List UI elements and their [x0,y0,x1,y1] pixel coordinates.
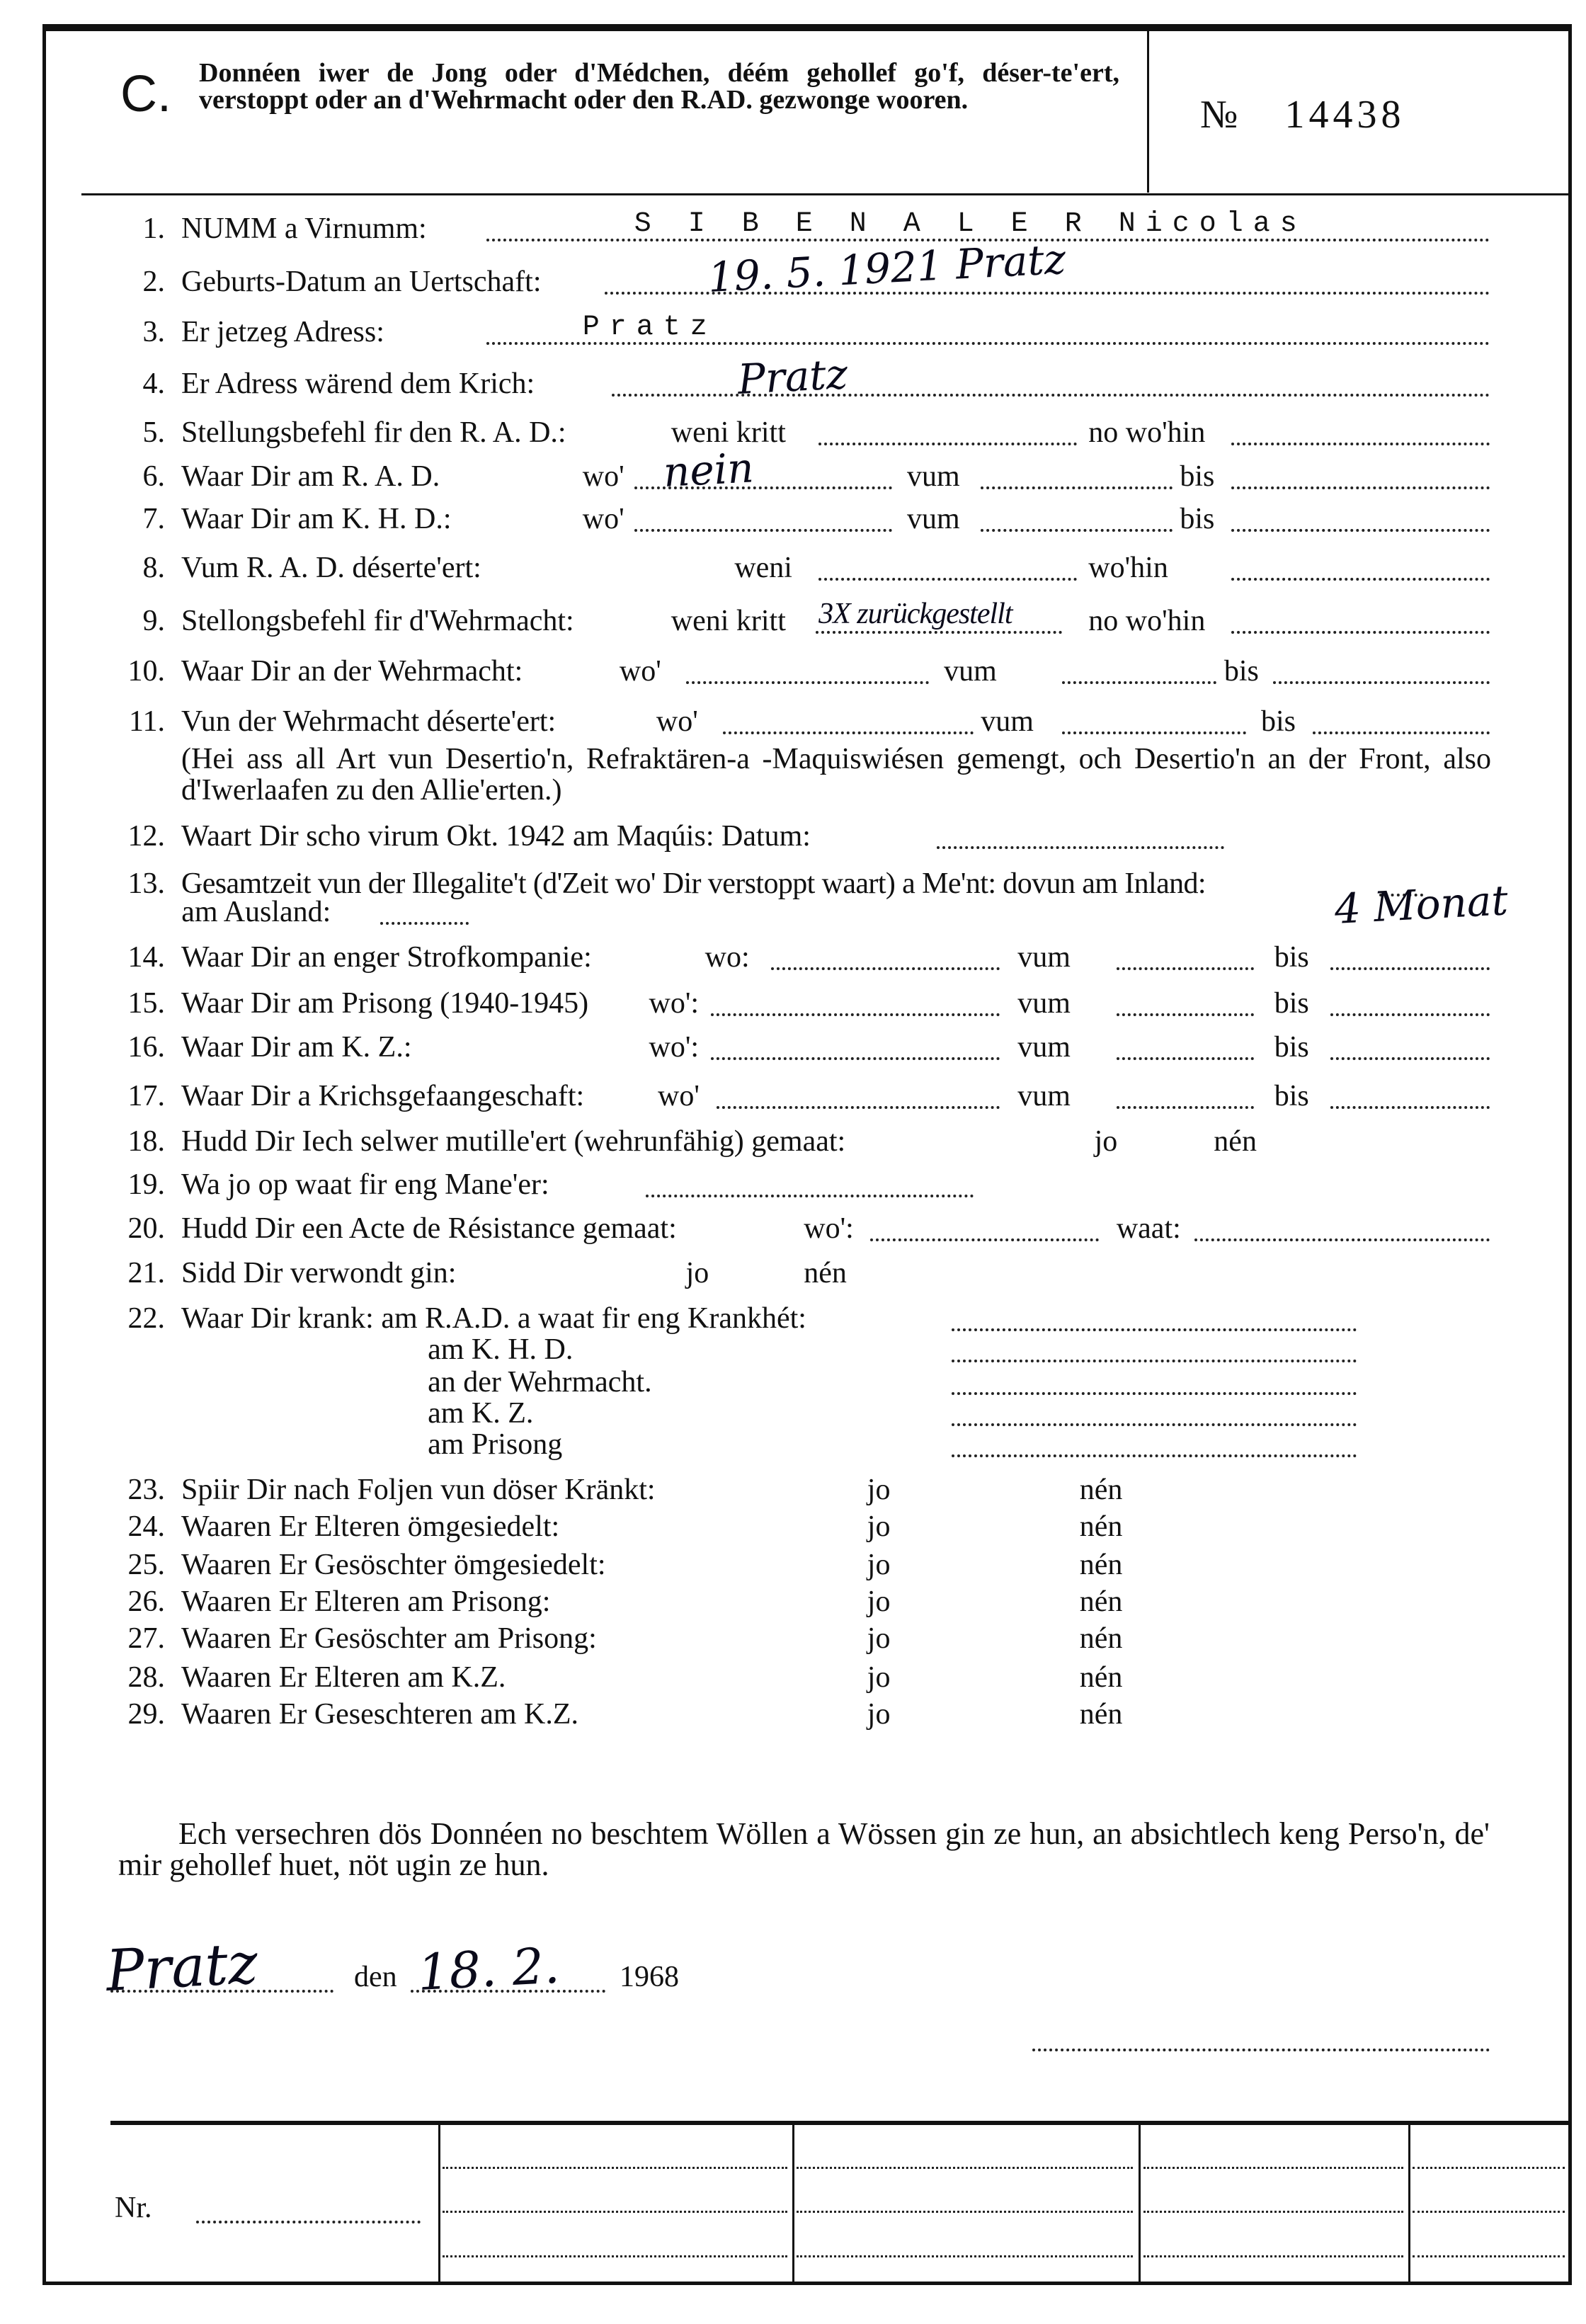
field-label: jo [867,1585,891,1619]
question-number: 28. [127,1661,165,1694]
field-label: jo [867,1549,891,1582]
sub-question-label: an der Wehrmacht. [428,1366,652,1399]
field-label: bis [1274,1079,1309,1112]
answer-field[interactable] [1117,1057,1254,1060]
table-entry-field[interactable] [443,2167,787,2169]
field-label: vum [1017,941,1071,974]
question-label: Spiir Dir nach Foljen vun döser Kränkt: [181,1474,656,1507]
question-number: 25. [127,1549,165,1582]
question-label: Waar Dir am R. A. D. [181,460,440,494]
sub-question-label: am K. Z. [428,1396,534,1430]
field-label: wo'hin [1088,552,1168,585]
answer-field[interactable] [771,967,1000,970]
question-number: 10. [127,655,165,688]
frame-right-border [1568,25,1572,2284]
field-label: nén [1079,1697,1123,1731]
answer-field[interactable] [952,1454,1357,1457]
question-number: 27. [127,1622,165,1656]
table-entry-field[interactable] [1143,2167,1403,2169]
field-label: wo' [582,503,624,536]
table-entry-field[interactable] [1143,2255,1403,2257]
answer-field[interactable] [818,443,1077,445]
field-label: jo [867,1474,891,1507]
answer-field[interactable] [1062,731,1246,734]
field-label: nén [1079,1661,1123,1694]
table-top-rule [110,2121,1570,2125]
field-label: wo': [649,1031,700,1064]
answer-field[interactable] [952,1360,1357,1362]
question-number: 7. [142,503,165,536]
question-label: Hudd Dir een Acte de Résistance gemaat: [181,1212,677,1246]
table-column-divider [1139,2124,1141,2282]
section-letter: C. [120,66,171,123]
answer-field[interactable] [1231,443,1490,445]
question-number: 20. [127,1212,165,1246]
question-number: 3. [142,315,165,348]
question-number: 21. [127,1256,165,1289]
question-number: 6. [142,460,165,494]
handwritten-answer: 4 Monat [1333,876,1510,933]
section-title: Donnéen iwer de Jong oder d'Médchen, déém gehollef go'f, déser-te'ert, verstoppt oder an d'Wehrmacht oder den R.AD. gezwonge wooren. [199,58,1119,115]
question-number: 22. [127,1302,165,1335]
answer-field[interactable] [711,1057,1000,1060]
declaration-text: Ech versechren dös Donnéen no beschtem Wöllen a Wössen gin ze hun, an absichtlech keng Perso'n, de' mir gehollef huet, nöt ugin ze hun. [118,1816,1490,1882]
handwritten-answer: nein [662,443,755,497]
field-label: jo [1094,1125,1118,1158]
field-label: waat: [1116,1212,1181,1246]
field-label: vum [1017,986,1071,1020]
question-number: 5. [142,416,165,449]
handwritten-answer: 19. 5. 1921 Pratz [707,234,1067,302]
question-label: Waart Dir scho virum Okt. 1942 am Maqúis: Datum: [181,820,811,853]
header-rule [81,193,1570,195]
field-label: vum [981,705,1034,738]
year-label: 1968 [620,1961,679,1993]
answer-field[interactable] [952,1392,1357,1395]
answer-field[interactable] [717,1106,1000,1109]
question-number: 26. [127,1585,165,1619]
field-label: bis [1274,986,1309,1020]
answer-field[interactable] [937,846,1224,849]
question-number: 24. [127,1510,165,1544]
table-entry-field[interactable] [1413,2255,1565,2257]
question-number: 18. [127,1125,165,1158]
number-symbol: № [1200,93,1243,137]
typed-answer: Pratz [582,311,717,343]
field-label: nén [1079,1585,1123,1619]
answer-field[interactable] [1273,681,1490,684]
answer-field[interactable] [634,529,893,532]
field-label: bis [1260,705,1296,738]
question-note: (Hei ass all Art vun Desertio'n, Refraktären-a -Maquiswiésen gemengt, och Desertio'n an der Front, also d'Iwerlaafen zu den Allie'erten.) [181,743,1491,807]
question-number: 15. [127,986,165,1020]
field-label: weni kritt [671,605,786,638]
field-label: jo [867,1510,891,1544]
question-number: 9. [142,605,165,638]
frame-bottom-border [42,2282,1572,2285]
question-label: Vum R. A. D. déserte'ert: [181,552,481,585]
question-label: Waar Dir krank: am R.A.D. a waat fir eng Krankhét: [181,1302,806,1335]
answer-field[interactable] [1330,1057,1490,1060]
question-number: 23. [127,1474,165,1507]
field-label: wo' [658,1079,700,1112]
field-label: weni kritt [671,416,786,449]
answer-field[interactable] [1330,967,1490,970]
answer-field[interactable] [870,1238,1099,1241]
field-label: wo': [804,1212,854,1246]
sub-question-label: am Prisong [428,1428,563,1461]
field-label: wo: [704,941,750,974]
question-number: 17. [127,1079,165,1112]
field-label: wo' [656,705,698,738]
question-number: 8. [142,552,165,585]
question-number: 14. [127,941,165,974]
answer-field[interactable] [1231,578,1490,581]
answer-field[interactable] [380,922,469,925]
question-label: Waaren Er Gesöschter am Prisong: [181,1622,597,1656]
table-entry-field[interactable] [797,2211,1133,2213]
answer-field[interactable] [1231,631,1490,634]
answer-field[interactable] [646,1195,973,1197]
question-label: Er Adress wärend dem Krich: [181,367,535,400]
answer-field[interactable] [1231,529,1490,532]
question-label: Stellongsbefehl fir d'Wehrmacht: [181,605,574,638]
question-label: NUMM a Virnumm: [181,212,427,246]
question-label: Waar Dir an enger Strofkompanie: [181,941,592,974]
answer-field[interactable] [981,486,1173,489]
field-label: bis [1180,503,1215,536]
table-entry-field[interactable] [443,2211,787,2213]
signature-date: 18. 2. [416,1936,561,2002]
field-label: bis [1180,460,1215,494]
sub-question-label: am Ausland: [181,895,331,928]
answer-field[interactable] [981,529,1173,532]
answer-field[interactable] [952,1423,1357,1426]
question-label: Waaren Er Gesöschter ömgesiedelt: [181,1549,606,1582]
question-label: Stellungsbefehl fir den R. A. D.: [181,416,566,449]
field-label: no wo'hin [1088,416,1206,449]
table-entry-field[interactable] [1413,2167,1565,2169]
answer-field[interactable] [1117,1106,1254,1109]
question-label: Waar Dir am Prisong (1940-1945) [181,986,589,1020]
table-entry-field[interactable] [1143,2211,1403,2213]
question-number: 1. [142,212,165,246]
den-label: den [354,1961,397,1993]
question-label: Waaren Er Elteren ömgesiedelt: [181,1510,560,1544]
field-label: nén [1079,1510,1123,1544]
question-label: Hudd Dir Iech selwer mutille'ert (wehrunfähig) gemaat: [181,1125,846,1158]
field-label: jo [867,1661,891,1694]
answer-field[interactable] [686,681,930,684]
field-label: no wo'hin [1088,605,1206,638]
question-number: 11. [129,705,165,738]
table-column-divider [1408,2124,1410,2282]
question-label: Waar Dir a Krichsgefaangeschaft: [181,1079,585,1112]
answer-field[interactable] [1330,1013,1490,1016]
field-label: vum [944,655,997,688]
answer-field[interactable] [711,1013,1000,1016]
answer-field[interactable] [1117,967,1254,970]
field-label: nén [1079,1622,1123,1656]
question-number: 29. [127,1697,165,1731]
field-label: jo [867,1622,891,1656]
question-label: Waar Dir am K. Z.: [181,1031,412,1064]
answer-field[interactable] [1330,1106,1490,1109]
number-value: 14438 [1284,93,1405,137]
table-entry-field[interactable] [797,2167,1133,2169]
question-label: Waar Dir an der Wehrmacht: [181,655,523,688]
answer-field[interactable] [1117,1013,1254,1016]
question-label: Gesamtzeit vun der Illegalite't (d'Zeit wo' Dir verstoppt waart) a Me'nt: dovun am Inland: [181,867,1206,900]
question-label: Wa jo op waat fir eng Mane'er: [181,1168,549,1201]
typed-answer: S I B E N A L E R Nicolas [634,208,1307,241]
question-number: 2. [142,266,165,299]
field-label: wo': [649,986,700,1020]
field-label: wo' [582,460,624,494]
field-label: wo' [619,655,661,688]
question-number: 13. [127,867,165,900]
question-label: Waaren Er Elteren am K.Z. [181,1661,506,1694]
nr-field[interactable] [196,2221,421,2223]
table-entry-field[interactable] [1413,2211,1565,2213]
frame-top-border [42,24,1572,31]
question-number: 16. [127,1031,165,1064]
question-label: Waaren Er Elteren am Prisong: [181,1585,551,1619]
field-label: nén [804,1256,847,1289]
question-label: Geburts-Datum an Uertschaft: [181,266,542,299]
question-label: Waar Dir am K. H. D.: [181,503,452,536]
answer-field[interactable] [816,631,1062,634]
signature-place: Pratz [104,1930,260,2004]
answer-field[interactable] [818,578,1077,581]
field-label: bis [1274,941,1309,974]
field-label: vum [1017,1031,1071,1064]
field-label: nén [1079,1474,1123,1507]
header-divider [1147,31,1149,193]
table-entry-field[interactable] [797,2255,1133,2257]
handwritten-answer: 3X zurückgestellt [818,598,1012,631]
form-number [1200,92,1405,137]
field-label: nén [1214,1125,1257,1158]
question-number: 4. [142,367,165,400]
field-label: vum [907,503,960,536]
field-label: jo [685,1256,709,1289]
question-label: Sidd Dir verwondt gin: [181,1256,457,1289]
sub-question-label: am K. H. D. [428,1333,574,1367]
signature-line[interactable] [1032,2049,1490,2051]
answer-field[interactable] [1231,486,1490,489]
answer-field[interactable] [1062,681,1217,684]
handwritten-answer: Pratz [736,349,849,404]
answer-field[interactable] [723,731,974,734]
answer-field[interactable] [952,1328,1357,1331]
field-label: jo [867,1697,891,1731]
field-label: vum [1017,1079,1071,1112]
table-column-divider [792,2124,794,2282]
field-label: vum [907,460,960,494]
answer-field[interactable] [1313,731,1490,734]
frame-left-border [42,25,46,2284]
table-column-divider [438,2124,440,2282]
question-label: Er jetzeg Adress: [181,315,384,348]
nr-label: Nr. [115,2192,152,2224]
question-number: 19. [127,1168,165,1201]
field-label: nén [1079,1549,1123,1582]
question-label: Waaren Er Geseschteren am K.Z. [181,1697,579,1731]
question-label: Vun der Wehrmacht déserte'ert: [181,705,557,738]
field-label: bis [1274,1031,1309,1064]
table-entry-field[interactable] [443,2255,787,2257]
field-label: bis [1223,655,1259,688]
answer-field[interactable] [1194,1238,1490,1241]
question-number: 12. [127,820,165,853]
field-label: weni [734,552,792,585]
